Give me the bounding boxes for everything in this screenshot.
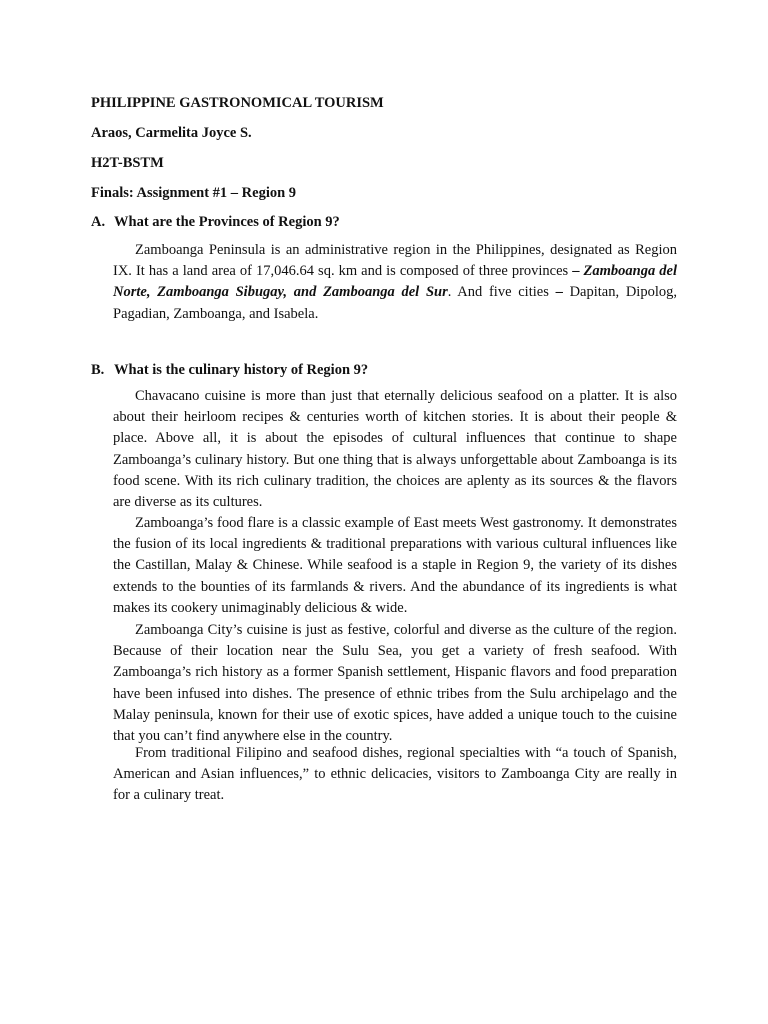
para-a-dash: –	[572, 263, 584, 280]
para-a-text-mid: . And five cities	[447, 284, 556, 301]
section-b-letter: B.	[91, 362, 105, 378]
section-a-paragraph	[113, 240, 677, 325]
course-section: H2T-BSTM	[91, 155, 164, 171]
author-name: Araos, Carmelita Joyce S.	[91, 125, 252, 141]
section-a-letter: A.	[91, 214, 106, 230]
section-b-paragraph-3: Zamboanga City’s cuisine is just as festive, colorful and diverse as the culture of the region. Because of their location near the Sulu Sea, you get a variety of fresh seafood. With Zamboanga’s rich history as a former Spanish settlement, Hispanic flavors and food preparation have been infused into dishes. The presence of ethnic tribes from the Sulu archipelago and the Malay peninsula, known for their use of exotic spices, have added a unique touch to the cuisine that you can’t find anywhere else in the country.	[113, 622, 677, 745]
section-b-paragraph-2: Zamboanga’s food flare is a classic example of East meets West gastronomy. It demonstrates the fusion of its local ingredients & traditional preparations with various cultural influences like the Castillan, Malay & Chinese. While seafood is a staple in Region 9, the variety of its dishes extends to the bounties of its farmlands & rivers. And the abundance of its ingredients is what makes its cookery unimaginably delicious & wide.	[113, 515, 677, 616]
section-b-paragraph-4: From traditional Filipino and seafood dishes, regional specialties with “a touch of Spanish, American and Asian influences,” to ethnic delicacies, visitors to Zamboanga City are really in for a culinary treat.	[113, 745, 677, 804]
section-a-question: What are the Provinces of Region 9?	[114, 214, 340, 230]
section-b-paragraph-1: Chavacano cuisine is more than just that eternally delicious seafood on a platter. It is also about their heirloom recipes & centuries worth of kitchen stories. It is about their people & place. Above all, it is about the episodes of cultural influences that continue to shape Zamboanga’s culinary history. But one thing that is always unforgettable about Zamboanga is its food scene. With its rich culinary tradition, the choices are aplenty as its sources & the flavors are diverse as its cultures.	[113, 388, 677, 511]
assignment-label: Finals: Assignment #1 – Region 9	[91, 185, 297, 201]
para-a-text-start: Zamboanga Peninsula is an administrative region in the Philippines, designated as Region IX. It has a land area of 17,046.64 sq. km and is composed of three provinces	[113, 242, 677, 280]
section-a-heading	[91, 213, 340, 231]
cities-list: Dapitan, Dipolog, Pagadian, Zamboanga, and Isabela.	[113, 284, 677, 322]
section-b-heading	[91, 361, 368, 379]
para-a-dash-2: –	[555, 284, 563, 301]
document-title: PHILIPPINE GASTRONOMICAL TOURISM	[91, 95, 384, 111]
provinces-list: Zamboanga del Norte, Zamboanga Sibugay, and Zamboanga del Sur	[113, 263, 678, 301]
section-b-question: What is the culinary history of Region 9?	[114, 362, 369, 378]
